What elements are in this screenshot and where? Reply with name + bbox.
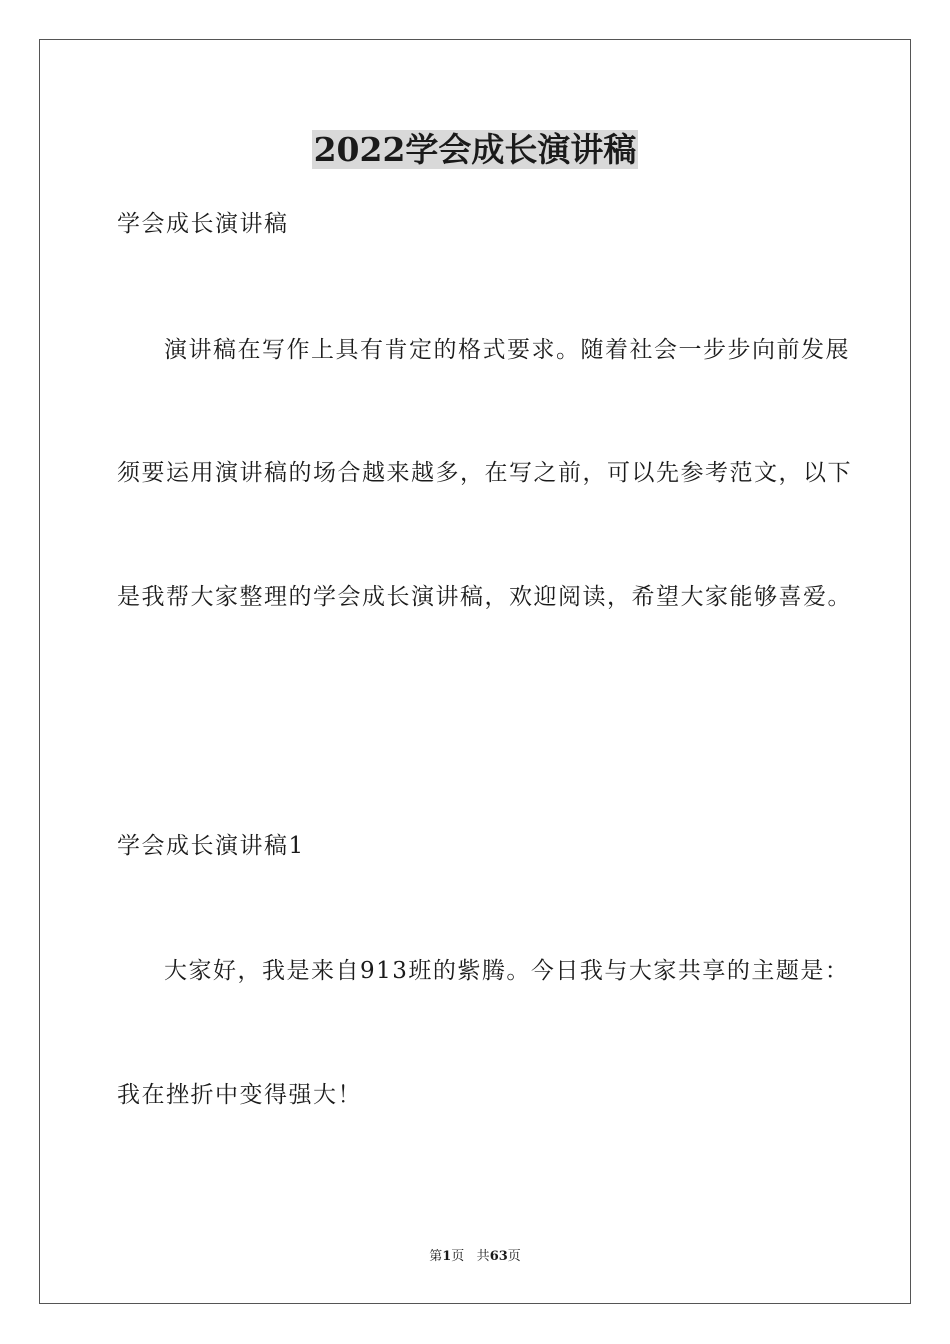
footer-page-suffix: 页: [451, 1249, 465, 1264]
document-title-text: 2022学会成长演讲稿: [313, 130, 637, 169]
footer-total-prefix: 共: [476, 1249, 490, 1264]
footer-total-pages: 63: [489, 1249, 508, 1264]
section-paragraph-line-2: 我在挫折中变得强大！: [117, 1082, 362, 1108]
intro-paragraph-line-3: 是我帮大家整理的学会成长演讲稿，欢迎阅读，希望大家能够喜爱。: [117, 584, 852, 610]
footer-page-prefix: 第: [429, 1249, 443, 1264]
page-footer: [0, 1248, 950, 1266]
document-subtitle: 学会成长演讲稿: [117, 211, 289, 237]
intro-paragraph-line-2: 须要运用演讲稿的场合越来越多，在写之前，可以先参考范文，以下: [117, 460, 852, 486]
section-heading: 学会成长演讲稿1: [117, 833, 305, 859]
footer-total-suffix: 页: [507, 1249, 521, 1264]
section-paragraph-line-1: 大家好，我是来自913班的紫腾。今日我与大家共享的主题是：: [164, 958, 850, 984]
document-title: [0, 128, 950, 172]
intro-paragraph-line-1: 演讲稿在写作上具有肯定的格式要求。随着社会一步步向前发展: [164, 337, 850, 363]
footer-page-number: 1: [442, 1249, 452, 1264]
